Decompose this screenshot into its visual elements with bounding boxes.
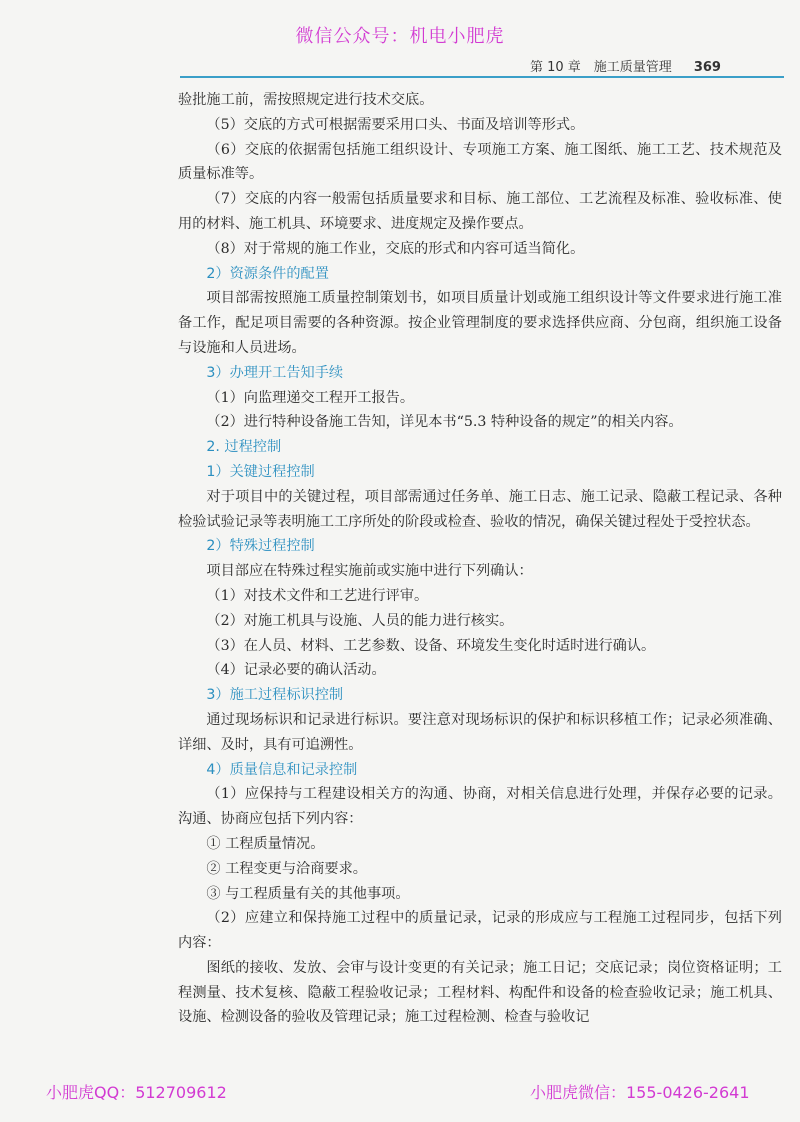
chapter-title: 第 10 章 施工质量管理	[530, 60, 672, 75]
paragraph: （7）交底的内容一般需包括质量要求和目标、施工部位、工艺流程及标准、验收标准、使用的材料、施工机具、环境要求、进度规定及操作要点。	[178, 191, 782, 232]
paragraph: （4）记录必要的确认活动。	[206, 662, 386, 679]
paragraph: ③ 与工程质量有关的其他事项。	[206, 885, 410, 902]
paragraph: （5）交底的方式可根据需要采用口头、书面及培训等形式。	[206, 116, 585, 133]
paragraph: （2）进行特种设备施工告知，详见本书“5.3 特种设备的规定”的相关内容。	[206, 414, 683, 431]
paragraph: 项目部需按照施工质量控制策划书，如项目质量计划或施工组织设计等文件要求进行施工准备工作，配足项目需要的各种资源。按企业管理制度的要求选择供应商、分包商，组织施工设备与设施和人员进场。	[178, 290, 782, 356]
paragraph: ① 工程质量情况。	[206, 835, 325, 852]
paragraph: （2）应建立和保持施工过程中的质量记录，记录的形成应与工程施工过程同步，包括下列内容：	[178, 910, 782, 952]
paragraph: 对于项目中的关键过程，项目部需通过任务单、施工日志、施工记录、隐蔽工程记录、各种检验试验记录等表明施工工序所处的阶段或检查、验收的情况，确保关键过程处于受控状态。	[178, 488, 782, 530]
section-heading: 3）办理开工告知手续	[206, 364, 344, 381]
section-heading: 1）关键过程控制	[206, 463, 315, 480]
paragraph: （1）对技术文件和工艺进行评审。	[206, 587, 429, 604]
body-text	[178, 88, 782, 1030]
section-heading: 2. 过程控制	[206, 439, 282, 456]
paragraph: （2）对施工机具与设施、人员的能力进行核实。	[206, 612, 514, 629]
paragraph: （6）交底的依据需包括施工组织设计、专项施工方案、施工图纸、施工工艺、技术规范及质量标准等。	[178, 141, 782, 183]
paragraph: （8）对于常规的施工作业，交底的形式和内容可适当简化。	[206, 240, 585, 257]
page-number: 369	[693, 60, 721, 75]
paragraph: ② 工程变更与洽商要求。	[206, 860, 367, 877]
paragraph: 通过现场标识和记录进行标识。要注意对现场标识的保护和标识移植工作；记录必须准确、详细、及时，具有可追溯性。	[178, 711, 782, 753]
watermark-bottom-right: 小肥虎微信：155-0426-2641	[530, 1083, 750, 1102]
watermark-top: 微信公众号：机电小肥虎	[295, 26, 505, 47]
paragraph: （3）在人员、材料、工艺参数、设备、环境发生变化时适时进行确认。	[206, 637, 656, 654]
paragraph: （1）应保持与工程建设相关方的沟通、协商，对相关信息进行处理，并保存必要的记录。沟通、协商应包括下列内容：	[178, 786, 782, 828]
paragraph: （1）向监理递交工程开工报告。	[206, 389, 415, 406]
paragraph: 图纸的接收、发放、会审与设计变更的有关记录；施工日记；交底记录；岗位资格证明；工程测量、技术复核、隐蔽工程验收记录；工程材料、构配件和设备的检查验收记录；施工机具、设施、检测设备的验收及管理记录；施工过程检测、检查与验收记	[178, 959, 782, 1026]
section-heading: 2）特殊过程控制	[206, 538, 315, 555]
paragraph: 项目部应在特殊过程实施前或实施中进行下列确认：	[206, 563, 533, 580]
section-heading: 2）资源条件的配置	[206, 265, 329, 282]
section-heading: 3）施工过程标识控制	[206, 687, 344, 704]
page-header	[530, 56, 721, 75]
watermark-bottom-left: 小肥虎QQ：512709612	[46, 1083, 227, 1102]
header-divider	[180, 76, 784, 78]
section-heading: 4）质量信息和记录控制	[206, 761, 358, 778]
paragraph: 验批施工前，需按照规定进行技术交底。	[178, 92, 434, 108]
